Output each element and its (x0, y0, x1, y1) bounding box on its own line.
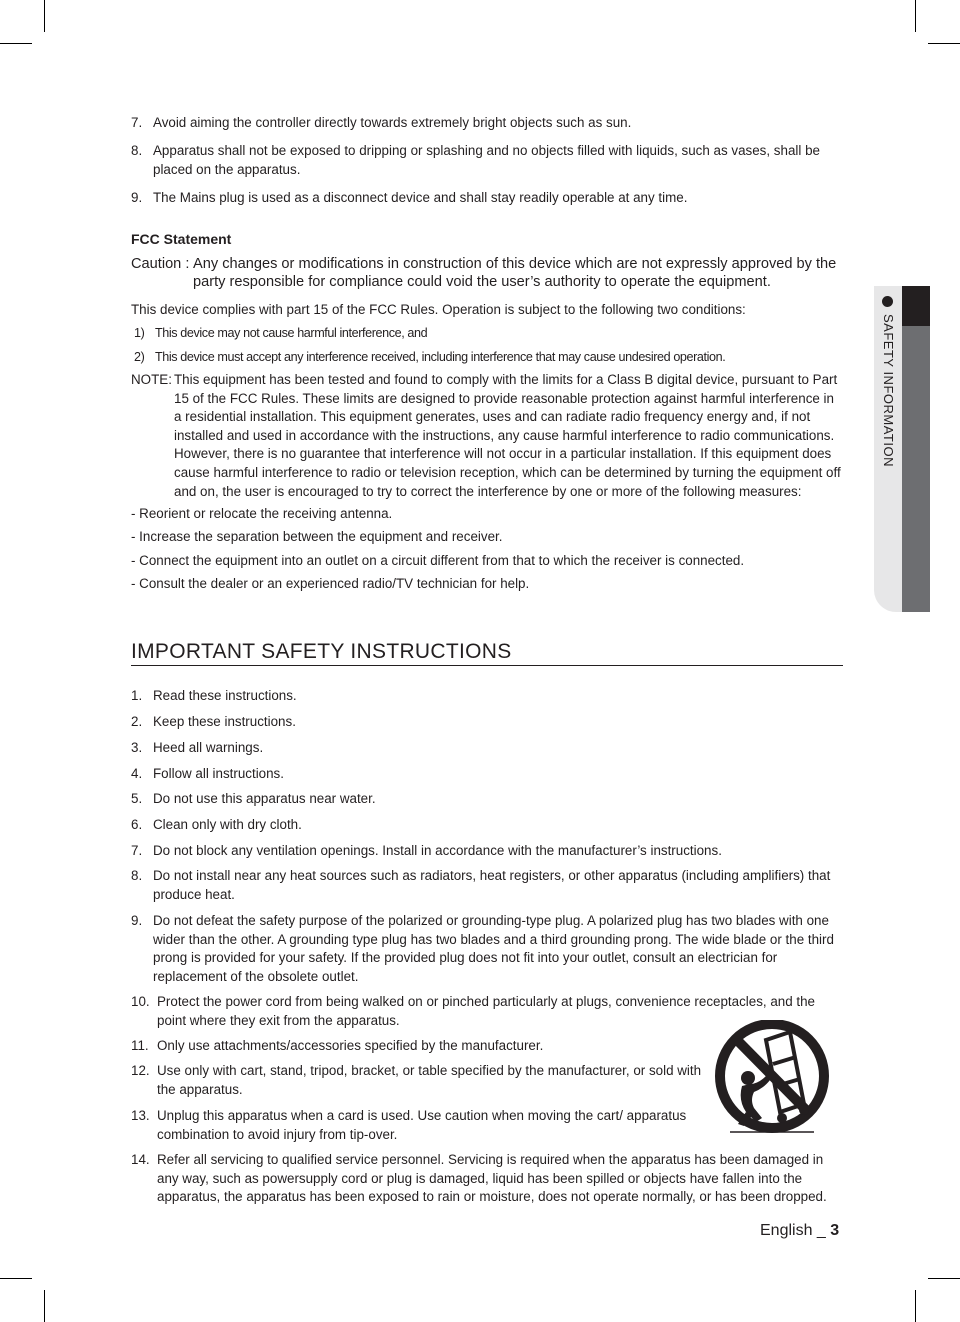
crop-mark (928, 1278, 960, 1279)
list-item-text: Avoid aiming the controller directly towards extremely bright objects such as sun. (153, 115, 632, 130)
side-tab-bar (902, 326, 930, 612)
crop-mark (915, 1290, 916, 1322)
safety-item-text: Keep these instructions. (153, 714, 296, 729)
safety-item-text: Clean only with dry cloth. (153, 817, 302, 832)
list-item-number: 7. (131, 115, 143, 130)
safety-item-text: Only use attachments/accessories specified by the manufacturer. (157, 1038, 544, 1053)
list-item-text: The Mains plug is used as a disconnect device and shall stay readily operable at any time. (153, 190, 688, 205)
section-side-tab (874, 286, 930, 612)
safety-item-number: 13. (131, 1108, 150, 1123)
crop-mark (0, 43, 32, 44)
crop-mark (928, 43, 960, 44)
safety-item-number: 14. (131, 1152, 150, 1167)
side-tab-label: SAFETY INFORMATION (881, 314, 896, 467)
list-item-number: 8. (131, 143, 143, 158)
safety-item-number: 7. (131, 843, 143, 858)
fcc-measure: - Consult the dealer or an experienced radio/TV technician for help. (131, 576, 530, 591)
fcc-measure: - Connect the equipment into an outlet on a circuit different from that to which the receiver is connected. (131, 553, 745, 568)
fcc-measure: - Reorient or relocate the receiving antenna. (131, 506, 393, 521)
condition-text: This device may not cause harmful interference, and (155, 326, 428, 340)
note-label: NOTE: (131, 372, 172, 387)
page-footer (760, 1222, 839, 1240)
safety-item-number: 12. (131, 1063, 150, 1078)
fcc-complies-text: This device complies with part 15 of the FCC Rules. Operation is subject to the following two conditions: (131, 302, 746, 317)
section-title: IMPORTANT SAFETY INSTRUCTIONS (131, 638, 843, 666)
safety-item-number: 8. (131, 868, 143, 883)
footer-language: English _ (760, 1222, 831, 1239)
caution-label: Caution : (131, 256, 190, 272)
safety-item-text: Do not block any ventilation openings. Install in accordance with the manufacturer’s instructions. (153, 843, 722, 858)
fcc-measure: - Increase the separation between the equipment and receiver. (131, 529, 503, 544)
safety-item-number: 1. (131, 688, 143, 703)
safety-item-number: 2. (131, 714, 143, 729)
crop-mark (44, 1290, 45, 1322)
cart-tip-over-warning-icon (712, 1020, 832, 1136)
safety-item-number: 3. (131, 740, 143, 755)
note-text: This equipment has been tested and found to comply with the limits for a Class B digital device, pursuant to Part 15 of the FCC Rules. These limits are designed to provide reasonable protection against harmful interference in a residential installation. This equipment generates, uses and can radiate radio frequency energy and, if not installed and used in accordance with the instructions, any cause harmful interference to radio communications. However, there is no guarantee that interference will not occur in a particular installation. If this equipment does cause harmful interference to radio or television reception, which can be determined by turning the equipment off and on, the user is encouraged to try to correct the interference by one or more of the following measures: (174, 372, 841, 499)
condition-number: 2) (134, 350, 145, 364)
crop-mark (915, 0, 916, 32)
safety-item-text: Do not install near any heat sources such as radiators, heat registers, or other apparatus (including amplifiers) that produce heat. (153, 868, 831, 902)
safety-item-number: 11. (131, 1038, 149, 1053)
list-item-text: Apparatus shall not be exposed to dripping or splashing and no objects filled with liquids, such as vases, shall be placed on the apparatus. (153, 143, 820, 177)
safety-item-text: Follow all instructions. (153, 766, 284, 781)
safety-item-text: Refer all servicing to qualified service personnel. Servicing is required when the apparatus has been damaged in any way, such as powersupply cord or plug is damaged, liquid has been spilled or objects have fallen into the apparatus, the apparatus has been exposed to rain or moisture, does not operate normally, or has been dropped. (157, 1152, 827, 1205)
side-tab-marker (902, 286, 930, 326)
bullet-icon (882, 296, 893, 307)
safety-item-text: Heed all warnings. (153, 740, 264, 755)
safety-item-number: 6. (131, 817, 143, 832)
safety-item-number: 5. (131, 791, 143, 806)
safety-item-text: Use only with cart, stand, tripod, bracket, or table specified by the manufacturer, or sold with the apparatus. (157, 1063, 702, 1097)
condition-number: 1) (134, 326, 145, 340)
safety-item-text: Do not defeat the safety purpose of the polarized or grounding-type plug. A polarized plug has two blades with one wider than the other. A grounding type plug has two blades and a third grounding prong. The wide blade or the third prong is provided for your safety. If the provided plug does not fit into your outlet, consult an electrician for replacement of the obsolete outlet. (153, 913, 834, 984)
safety-item-number: 4. (131, 766, 143, 781)
safety-item-text: Unplug this apparatus when a card is used. Use caution when moving the cart/ apparatus combination to avoid injury from tip-over. (157, 1108, 687, 1142)
fcc-heading: FCC Statement (131, 231, 232, 247)
caution-text: Any changes or modifications in construction of this device which are not expressly approved by the party responsible for compliance could void the user’s authority to operate the equipment. (193, 256, 837, 290)
page-number: 3 (830, 1222, 840, 1239)
safety-item-number: 10. (131, 994, 150, 1009)
safety-item-number: 9. (131, 913, 143, 928)
crop-mark (44, 0, 45, 32)
condition-text: This device must accept any interference received, including interference that may cause undesired operation. (155, 350, 726, 364)
safety-item-text: Protect the power cord from being walked on or pinched particularly at plugs, convenience receptacles, and the point where they exit from the apparatus. (157, 994, 816, 1028)
list-item-number: 9. (131, 190, 143, 205)
safety-item-text: Do not use this apparatus near water. (153, 791, 376, 806)
crop-mark (0, 1278, 32, 1279)
safety-item-text: Read these instructions. (153, 688, 297, 703)
